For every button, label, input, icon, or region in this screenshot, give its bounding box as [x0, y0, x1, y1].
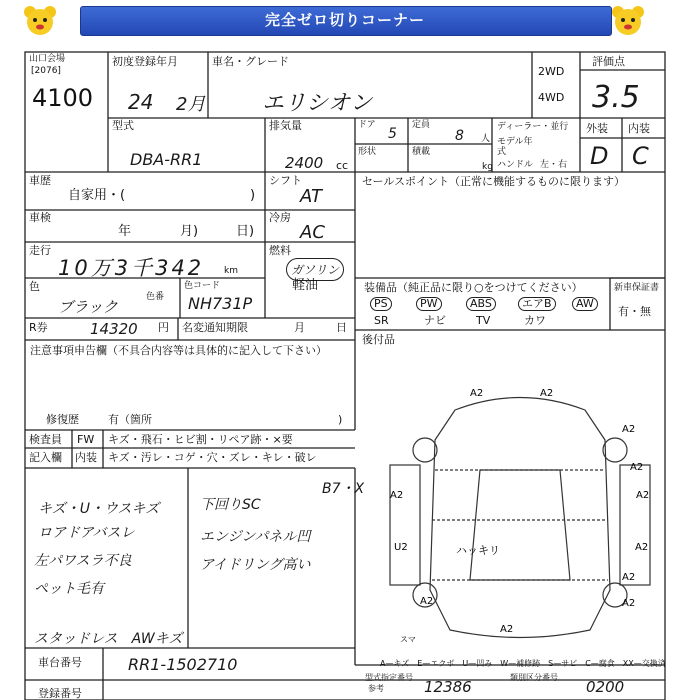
exterior-value: D	[590, 142, 609, 170]
recycle-value: 14320	[90, 320, 138, 338]
diagram-mark: A2	[500, 624, 514, 635]
remark-left-3: 左パワスラ不良	[34, 553, 132, 569]
fw-options: キズ・飛石・ヒビ割・リペア跡・×要	[108, 433, 293, 446]
inspector-label: 検査員	[29, 433, 62, 446]
drive-4wd: 4WD	[538, 91, 565, 104]
diagram-bottom-note: スマ	[400, 635, 416, 644]
first-reg-year: 24	[128, 90, 154, 114]
capacity-unit: 人	[481, 134, 491, 144]
shift-value: AT	[300, 186, 322, 207]
score-label: 評価点	[592, 55, 625, 68]
record-label: 記入欄	[29, 451, 62, 464]
inspection-month: 月)	[180, 224, 199, 239]
cert-label: 登録番号	[38, 687, 82, 700]
equipment-ps: PS	[370, 297, 392, 311]
diagram-mark: U2	[394, 542, 408, 553]
name-change-month: 月	[294, 321, 305, 334]
car-name-label: 車名・グレード	[212, 55, 289, 68]
drive-2wd: 2WD	[538, 65, 565, 78]
door-value: 5	[388, 126, 397, 142]
lot-code: [2076]	[31, 66, 61, 76]
equipment-airbag: エアB	[518, 297, 556, 311]
equipment-pw: PW	[416, 297, 442, 311]
equipment-abs: ABS	[466, 297, 496, 311]
ref-value: 12386	[424, 678, 472, 696]
repair-value: 有（箇所	[108, 413, 152, 426]
remark-left-4: ペット毛有	[34, 581, 104, 597]
load-unit: kg	[482, 162, 493, 172]
diagram-mark: A2	[635, 542, 649, 553]
banner-title: 完全ゼロ切りコーナー	[264, 11, 425, 29]
load-label: 積載	[412, 147, 431, 157]
inspection-year: 年	[118, 224, 132, 239]
category-label: 類別区分番号	[510, 673, 558, 682]
model-label: 型式	[112, 119, 134, 132]
fw-tag: FW	[77, 433, 95, 446]
diagram-mark: A2	[622, 424, 636, 435]
category-value: 0200	[586, 678, 625, 696]
equipment-sr: SR	[374, 314, 389, 327]
interior-options: キズ・汚レ・コゲ・穴・ズレ・キレ・破レ	[108, 451, 317, 464]
model-value: DBA-RR1	[130, 150, 203, 169]
diagram-mark: A2	[636, 490, 650, 501]
diagram-mark: A2	[390, 490, 404, 501]
usage-label: 車歴	[29, 174, 51, 187]
interior-label: 内装	[628, 122, 650, 135]
diagram-mark: A2	[630, 462, 644, 473]
auction-label: 山口会場	[29, 54, 66, 64]
car-condition-diagram	[360, 380, 660, 660]
displacement-unit: cc	[336, 159, 349, 172]
remark-left-2: ロアドアバスレ	[38, 525, 135, 541]
remark-right-2: エンジンパネル凹	[200, 529, 311, 545]
name-change-day: 日	[336, 321, 347, 334]
exterior-label: 外装	[586, 122, 608, 135]
ac-value: AC	[300, 222, 325, 243]
displacement-label: 排気量	[269, 119, 302, 132]
interior-value: C	[632, 142, 649, 170]
repair-close: )	[338, 413, 343, 426]
fuel-alt: 軽油	[292, 278, 319, 293]
diagram-mark: A2	[420, 596, 434, 607]
diagram-mark: A2	[622, 572, 636, 583]
capacity-value: 8	[455, 128, 464, 144]
remarks-code: B7・X	[322, 481, 365, 497]
handle-value: 左・右	[540, 160, 568, 170]
equipment-label: 装備品（純正品に限り○をつけてください）	[364, 281, 583, 294]
diagram-mark: A2	[470, 388, 484, 399]
fuel-label: 燃料	[269, 244, 291, 257]
equipment-tv: TV	[476, 314, 491, 327]
model-year-label: モデル年式	[497, 137, 533, 157]
handle-label: ハンドル	[497, 160, 534, 170]
usage-value: 自家用・(	[68, 188, 126, 203]
remark-right-1: 下回りSC	[200, 497, 261, 513]
displacement-value: 2400	[285, 154, 324, 172]
remark-left-1: キズ・U・ウスキズ	[38, 501, 160, 517]
sales-point-label: セールスポイント（正常に機能するものに限ります）	[362, 175, 626, 188]
chassis-value: RR1-1502710	[128, 655, 238, 674]
fuel-value: ガソリン	[286, 258, 344, 281]
inspection-day: 日)	[236, 224, 255, 239]
mileage-value: 10万3千342	[58, 256, 205, 280]
car-name: エリシオン	[262, 91, 373, 116]
door-label: ドア	[358, 120, 376, 130]
diagram-legend: A—キズ E—エクボ U—凹み W—補修跡 S—サビ C—腐食 XX—交換済	[380, 659, 666, 668]
usage-close: )	[250, 188, 256, 203]
recycle-label: R券	[29, 321, 48, 334]
remark-right-3: アイドリング高い	[200, 557, 311, 573]
ref-label: 参考	[368, 684, 384, 693]
ac-label: 冷房	[269, 211, 291, 224]
dealer-label: ディーラー・並行	[497, 122, 569, 132]
type-label: 形状	[358, 147, 377, 157]
warranty-label: 新車保証書	[614, 283, 660, 293]
color-code-value: NH731P	[188, 294, 253, 313]
inspection-label: 車検	[29, 211, 51, 224]
first-reg-month: 2月	[176, 94, 206, 115]
shift-label: シフト	[269, 174, 302, 187]
diagram-mark: A2	[540, 388, 554, 399]
lot-number: 4100	[32, 84, 94, 112]
capacity-label: 定員	[412, 120, 431, 130]
recycle-unit: 円	[158, 321, 169, 334]
remark-left-5: スタッドレス AWキズ	[34, 631, 183, 647]
color-code-label: 色コード	[184, 281, 221, 291]
chassis-ref-label: 型式指定番号	[365, 673, 413, 682]
diagram-center-label: ハッキリ	[456, 544, 500, 557]
chassis-label: 車台番号	[38, 656, 82, 669]
score-value: 3.5	[592, 80, 640, 115]
first-reg-label: 初度登録年月	[112, 55, 178, 68]
mileage-label: 走行	[29, 244, 51, 257]
color-value: ブラック	[58, 298, 118, 316]
name-change-label: 名変通知期限	[182, 321, 248, 334]
mileage-unit: km	[224, 266, 238, 276]
repair-label: 修復歴	[46, 413, 79, 426]
equipment-aw: AW	[572, 297, 598, 311]
equipment-leather: カワ	[524, 314, 546, 327]
color-no-label: 色番	[146, 292, 165, 302]
interior-tag: 内装	[75, 451, 97, 464]
aftermarket-label: 後付品	[362, 333, 395, 346]
color-label: 色	[29, 280, 40, 293]
equipment-navi: ナビ	[424, 314, 446, 327]
diagram-mark: A2	[622, 598, 636, 609]
notes-label: 注意事項申告欄（不具合内容等は具体的に記入して下さい）	[30, 344, 327, 357]
warranty-value: 有・無	[618, 305, 651, 318]
